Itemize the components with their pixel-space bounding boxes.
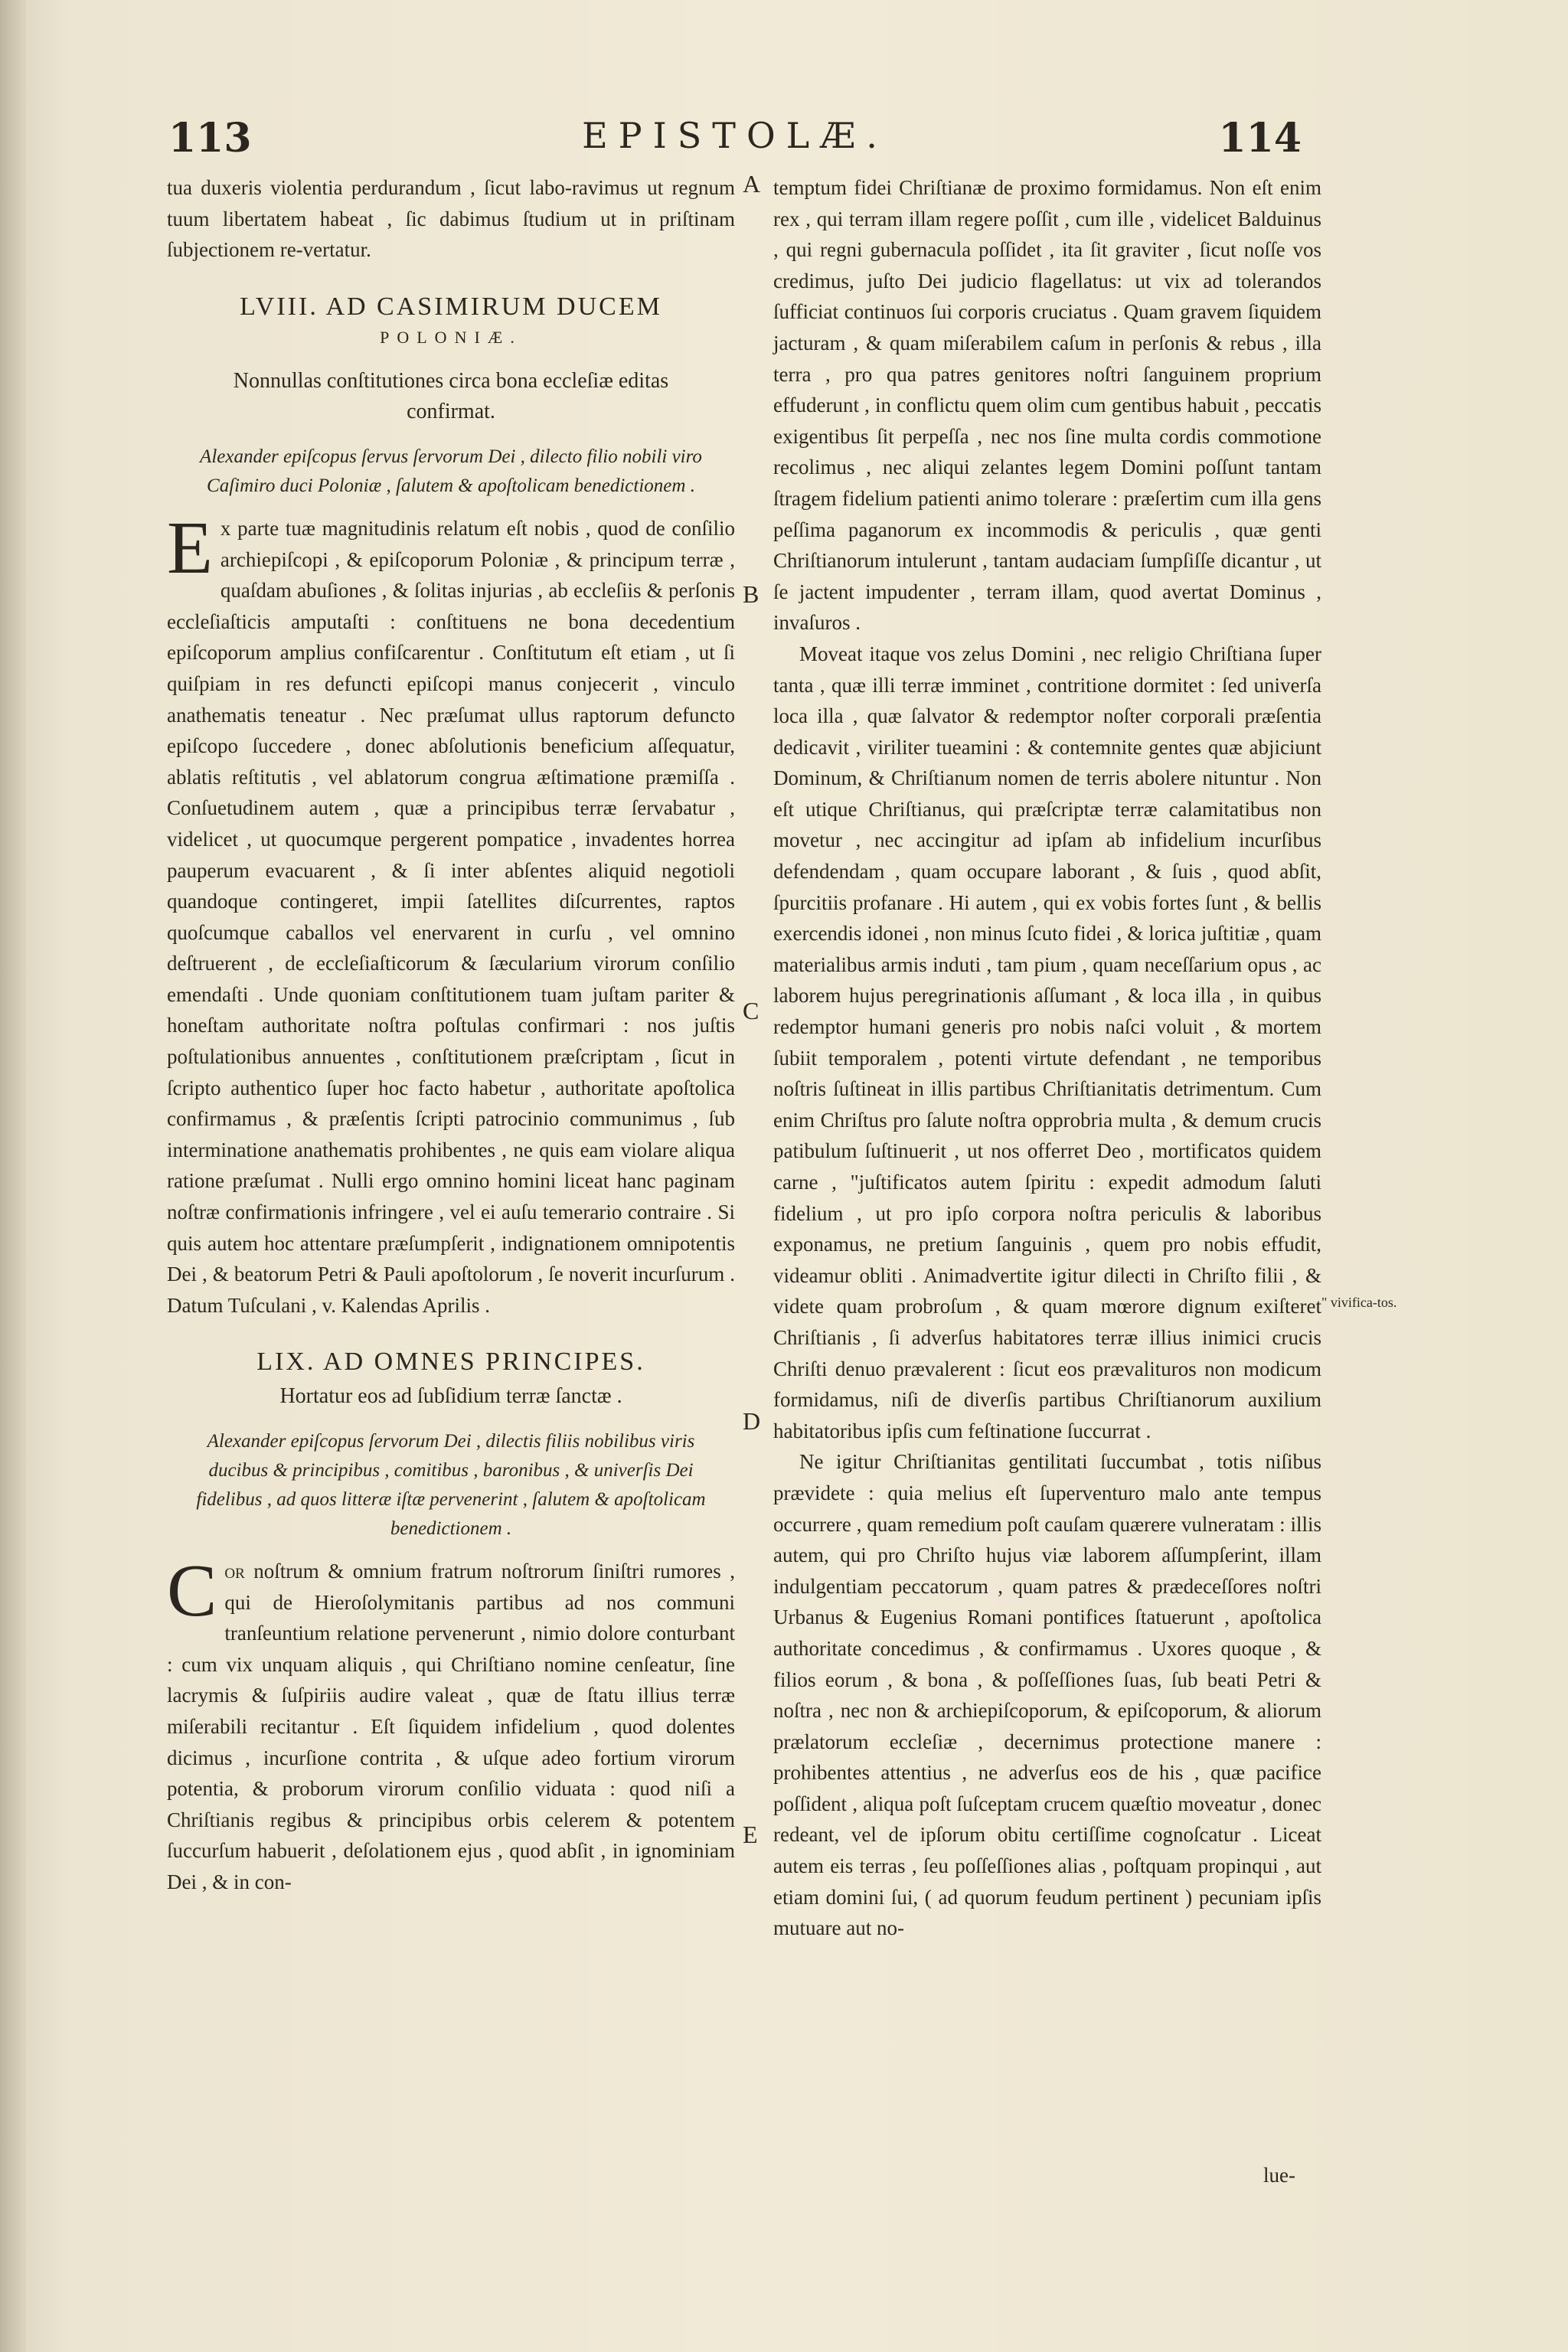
letter-59-text: noſtrum & omnium fratrum noſtrorum ſiniſtri rumores , qui de Hieroſolymitanis partibus ad nos communi tranſeuntium relatione pervenerunt , nimio dolore conturbant : cum vix unquam aliquis , qui Chriſtiano nomine cenſeatur, ſine lacrymis & ſuſpiriis audire valeat , quæ de ſtatu illius terræ miſerabili recitantur . Eſt ſiquidem infidelium , quod dolentes dicimus , incurſione contrita , & uſque adeo fortium virorum potentia, & proborum virorum conſilio viduata : quod niſi a Chriſtianis regibus & principibus orbis celerem & potentem ſuccurſum habuerit , deſolationem ejus , quod abſit , in ignominiam Dei , & in con- [167,1560,735,1893]
left-column [167,172,735,1898]
letter-59-body [167,1550,735,1898]
letter-59-summary: Hortatur eos ad ſubſidium terræ ſanctæ . [279,1384,622,1408]
page-number-right: 114 [1218,115,1302,162]
right-paragraph-3: Ne igitur Chriſtianitas gentilitati ſuccumbat , totis niſibus prævidete : quia melius eſt ſuperventuro malo ante tempus occurrere , quam remedium poſt cauſam quærere vulneratam : illis autem, qui pro Chriſto hujus viæ laborem aſſumpſerint, illam indulgentiam peccatorum , quam patres & prædeceſſores noſtri Urbanus & Eugenius Romani pontifices ſtatuerunt , apoſtolica authoritate concedimus , & confirmamus . Uxores quoque , & filios eorum , & bona , & poſſeſſiones ſuas, ſub beati Petri & noſtra , nec non & archiepiſcoporum, & epiſcoporum, & aliorum prælatorum eccleſiæ , decernimus protectione manere : prohibentes attentius , ne adverſus eos de his , quæ pacifice poſſident , aliqua poſt ſuſceptam crucem quæſtio moveatur , donec redeant, vel de ipſorum obitu certiſſime cognoſcatur . Liceat autem eis terras , ſeu poſſeſſiones alias , poſtquam propinqui , aut etiam domini ſui, ( ad quorum feudum pertinent ) pecuniam ipſis mutuare aut no- [773,1450,1321,1940]
catchword: lue- [1263,2164,1295,2187]
margin-marker-b: B [743,580,760,608]
letter-58-salutation: Alexander epiſcopus ſervus ſervorum Dei , dilecto filio nobili viro Caſimiro duci Poloniæ , ſalutem & apoſtolicam benedictionem . [200,446,702,496]
continued-text: tua duxeris violentia perdurandum , ſicut labo-ravimus ut regnum tuum libertatem habeat , ſic dabimus ſtudium ut in priſtinam ſubjectionem re-vertatur. [167,176,735,262]
letter-58-body [167,506,735,1321]
drop-cap-e: E [167,506,213,590]
margin-marker-d: D [743,1407,761,1435]
letter-59-salutation: Alexander epiſcopus ſervorum Dei , dilectis filiis nobilibus viris ducibus & principibus , comitibus , baronibus , & univerſis Dei fidelibus , ad quos litteræ iſtæ pervenerint , ſalutem & apoſtolicam benedictionem . [196,1431,706,1539]
letter-58-subheading: POLONIÆ. [380,328,522,348]
running-title: EPISTOLÆ. [582,115,888,156]
margin-marker-a: A [743,170,761,198]
margin-marker-c: C [743,997,760,1024]
letter-58-heading: LVIII. AD CASIMIRUM DUCEM [240,292,662,321]
drop-cap-c: C [167,1550,217,1632]
page-gutter [0,0,26,2352]
right-paragraph-1: temptum fidei Chriſtianæ de proximo formidamus. Non eſt enim rex , qui terram illam regere poſſit , cum ille , videlicet Balduinus , qui regni gubernacula poſſidet , ita ſit graviter , ſicut noſſe vos credimus, juſto Dei judicio flagellatus: ut vix ad tolerandos ſufficiat continuos ſui corporis cruciatus . Quam gravem ſiquidem jacturam , & quam miſerabilem caſum in perſonis & rebus , illa terra , pro qua patres genitores noſtri ſanguinem proprium effuderunt , in conflictu quem olim cum gentibus habuit , peccatis exigentibus ſit perpeſſa , nec nos ſine multa cordis commotione recolimus , nec aliqui zelantes legem Domini poſſunt tantam ſtragem fidelium patienti animo tolerare : præſertim cum illa gens peſſima paganorum ex incommodis & periculis , quæ genti Chriſtianorum intulerunt , tantam audaciam ſumpſiſſe dicantur , ut ſe jactent impudenter , terram illam, quod avertat Dominus , invaſuros . [773,176,1321,635]
margin-marker-e: E [743,1821,758,1848]
running-header [145,115,1325,168]
page-number-left: 113 [168,115,252,162]
drop-cap-continuation: or [224,1560,245,1583]
letter-58-text: x parte tuæ magnitudinis relatum eſt nobis , quod de conſilio archiepiſcopi , & epiſcoporum Poloniæ , & principum terræ , quaſdam abuſiones , & ſolitas injurias , ab eccleſiis & perſonis eccleſiaſticis amputaſti : conſtituens ne bona decedentium epiſcoporum amplius confiſcarentur . Conſtitutum eſt etiam , ut ſi quiſpiam in res defuncti epiſcopi manus conjecerit , vinculo anathematis teneatur . Nec præſumat ullus raptorum defuncto epiſcopo ſuccedere , donec abſolutionis beneficium aſſequatur, ablatis reſtitutis , vel ablatorum congrua æſtimatione præmiſſa . Conſuetudinem autem , quæ a principibus terræ ſervabatur , videlicet , ut quocumque pergerent pompatice , invadentes horrea pauperum evacuarent , & ſi inter abſentes aliquid negotioli quandoque contingeret, impii ſatellites diſcurrentes, raptos quoſcumque caballos vel enervarent in curſu , vel omnino deſtruerent , de eccleſiaſticorum & ſæcularium virorum conſilio emendaſti . Unde quoniam conſtitutionem tuam juſtam pariter & honeſtam authoritate noſtra poſtulas confirmari : nos juſtis poſtulationibus annuentes , conſtitutionem præſcriptam , ſicut in ſcripto authentico ſuper hoc facto habetur , authoritate apoſtolica confirmamus , & præſentis ſcripti patrocinio communimus , ſub interminatione anathematis prohibentes , ne quis eam violare aliqua ratione præſumat . Nulli ergo omnino homini liceat hanc paginam noſtræ confirmationis infringere , vel ei auſu temerario contraire . Si quis autem hoc attentare præſumpſerit , indignationem omnipotentis Dei , & beatorum Petri & Pauli apoſtolorum , ſe noverit incurſurum . Datum Tuſculani , v. Kalendas Aprilis . [167,516,735,1317]
right-column [773,172,1321,1944]
margin-gloss-text: vivifica-tos. [1330,1295,1397,1310]
margin-gloss-quote: " [1321,1295,1328,1310]
letter-58-summary: Nonnullas conſtitutiones circa bona eccleſiæ editas confirmat. [233,368,669,423]
margin-gloss [1321,1293,1421,1312]
right-paragraph-2: Moveat itaque vos zelus Domini , nec religio Chriſtiana ſuper tanta , quæ illi terræ imminet , contritione dormitet : ſed univerſa loca illa , quæ ſalvator & redemptor noſter corporali præſentia dedicavit , viriliter tueamini : & contemnite gentes quæ abjiciunt Dominum, & Chriſtianum nomen de terris abolere nituntur . Non eſt utique Chriſtianus, qui præſcriptæ terræ calamitatibus non movetur , nec accingitur ad ipſam ab infidelium incurſibus defendendam , quam occupare laborant , & ſuis , quod abſit, ſpurcitiis profanare . Hi autem , qui ex vobis fortes ſunt , & bellis exercendis idonei , non minus ſcuto fidei , & lorica juſtitiæ , quam materialibus armis induti , tam pium , quam neceſſarium opus , ac laborem hujus peregrinationis aſſumant , & loca illa , in quibus redemptor humani generis pro nobis naſci voluit , & mortem ſubiit temporalem , potenti virtute defendant , ne temporibus noſtris ſuſtineat in illis partibus Chriſtianitatis detrimentum. Cum enim Chriſtus pro ſalute noſtra opprobria multa , & demum crucis patibulum ſuſtinuerit , ut nos offerret Deo , mortificatos quidem carne , "juſtificatos autem ſpiritu : expedit admodum ſaluti fidelium , ut pro ipſo corpora noſtra periculis & laboribus exponamus, ne pretium ſanguinis , quem pro nobis effudit, videamur obliti . Animadvertite igitur dilecti in Chriſto filii , & videte quam probroſum , & quam mœrore dignum exiſteret Chriſtianis , ſi adverſus habitatores terræ illius inimici crucis Chriſti denuo prævalerent : ſicut eos prævalituros non modicum formidamus, niſi de diverſis partibus Chriſtianorum auxilium habitatoribus ipſis cum feſtinatione ſuccurrat . [773,642,1321,1442]
letter-59-heading: LIX. AD OMNES PRINCIPES. [256,1348,645,1377]
